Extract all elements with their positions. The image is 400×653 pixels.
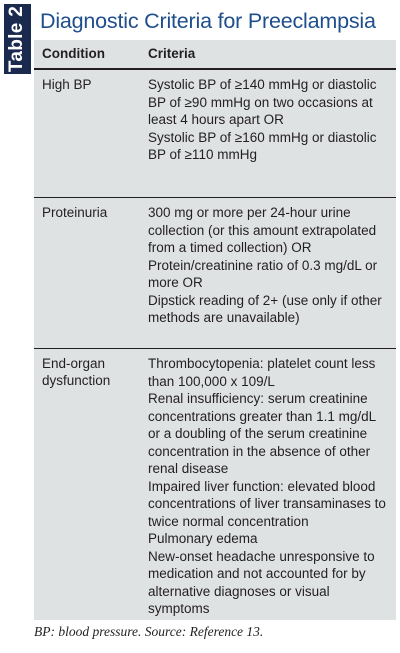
condition-cell: Proteinuria — [42, 205, 108, 220]
table-row-end-organ-dysfunction — [34, 349, 396, 620]
table-row-high-bp — [34, 70, 396, 198]
criteria-item: Systolic BP of ≥140 mmHg or diastolic BP of ≥90 mmHg on two occasions at least 4 hours apart OR — [148, 77, 377, 127]
criteria-item: Dipstick reading of 2+ (use only if other methods are unavailable) — [148, 292, 382, 325]
criteria-cell — [148, 76, 388, 164]
criteria-cell — [148, 355, 388, 618]
condition-cell: High BP — [42, 77, 92, 92]
table-number-tab — [4, 4, 31, 74]
criteria-item: Renal insufficiency: serum creatinine concentrations greater than 1.1 mg/dL or a doubling of the serum creatinine concentration in the absence of other renal disease — [148, 391, 376, 476]
criteria-item: Systolic BP of ≥160 mmHg or diastolic BP of ≥110 mmHg — [148, 129, 377, 162]
column-header-criteria: Criteria — [148, 46, 196, 61]
criteria-item: Impaired liver function: elevated blood concentrations of liver transaminases to twice normal concentration — [148, 478, 386, 529]
condition-cell: End-organ dysfunction — [42, 356, 111, 388]
table-header-row — [34, 40, 396, 70]
criteria-item: Thrombocytopenia: platelet count less than 100,000 x 109/L — [148, 356, 376, 389]
table-footnote: BP: blood pressure. Source: Reference 13. — [34, 624, 264, 639]
table-number-label: Table 2 — [6, 5, 28, 73]
column-header-condition: Condition — [42, 46, 105, 61]
table-title: Diagnostic Criteria for Preeclampsia — [40, 9, 376, 33]
criteria-item: New-onset headache unresponsive to medication and not accounted for by alternative diagnoses or visual symptoms — [148, 548, 375, 616]
criteria-item: Protein/creatinine ratio of 0.3 mg/dL or more OR — [148, 257, 378, 290]
criteria-item: Pulmonary edema — [148, 531, 258, 546]
criteria-cell — [148, 204, 388, 327]
criteria-table — [34, 40, 396, 620]
criteria-item: 300 mg or more per 24-hour urine collection (or this amount extrapolated from a timed collection) OR — [148, 205, 377, 255]
table-row-proteinuria — [34, 198, 396, 349]
